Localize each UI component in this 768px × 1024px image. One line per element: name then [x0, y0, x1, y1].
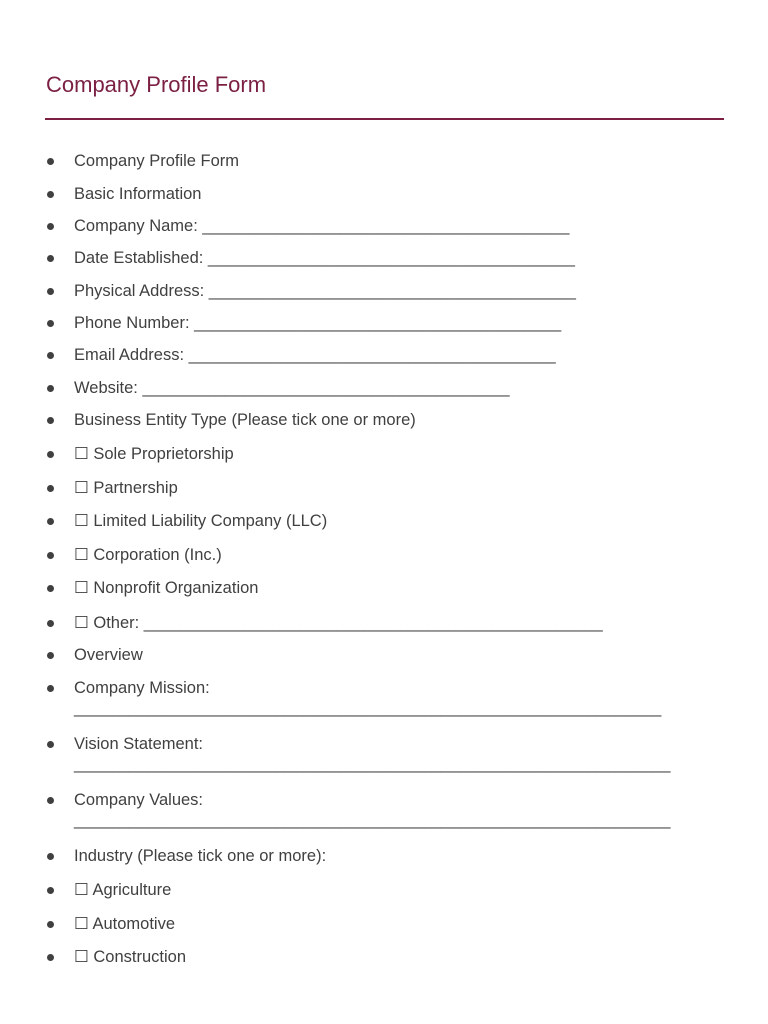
partnership-checkbox[interactable]: ☐ Partnership	[74, 479, 178, 497]
construction-checkbox[interactable]: ☐ Construction	[74, 948, 187, 966]
bullet-icon	[47, 451, 54, 458]
phone-number-field[interactable]: Phone Number: ________________________________________	[74, 314, 562, 332]
item-text: Basic Information	[74, 185, 202, 203]
agriculture-checkbox[interactable]: ☐ Agriculture	[74, 881, 172, 899]
bullet-icon	[47, 797, 54, 804]
bullet-icon	[47, 385, 54, 392]
bullet-icon	[47, 741, 54, 748]
bullet-icon	[47, 620, 54, 627]
bullet-icon	[47, 921, 54, 928]
item-text: Company Values:	[74, 791, 204, 809]
bullet-icon	[47, 158, 54, 165]
item-text: Company Profile Form	[74, 152, 240, 170]
bullet-icon	[47, 288, 54, 295]
bullet-icon	[47, 485, 54, 492]
page-title: Company Profile Form	[46, 72, 267, 97]
bullet-icon	[47, 255, 54, 262]
bullet-icon	[47, 887, 54, 894]
email-address-field[interactable]: Email Address: ________________________________________	[74, 346, 556, 364]
website-field[interactable]: Website: ________________________________________	[74, 379, 510, 397]
company-mission-field[interactable]: ________________________________________________________________	[74, 699, 662, 717]
item-text: Company Mission:	[74, 679, 210, 697]
bullet-icon	[47, 320, 54, 327]
item-text: Industry (Please tick one or more):	[74, 847, 327, 865]
bullet-icon	[47, 853, 54, 860]
bullet-icon	[47, 585, 54, 592]
bullet-icon	[47, 518, 54, 525]
bullet-icon	[47, 223, 54, 230]
vision-statement-field[interactable]: _________________________________________________________________	[74, 755, 671, 773]
physical-address-field[interactable]: Physical Address: ________________________________________	[74, 282, 576, 300]
bullet-icon	[47, 954, 54, 961]
bullet-icon	[47, 652, 54, 659]
date-established-field[interactable]: Date Established: ________________________________________	[74, 249, 575, 267]
bullet-icon	[47, 685, 54, 692]
item-text: Overview	[74, 646, 143, 664]
corporation-checkbox[interactable]: ☐ Corporation (Inc.)	[74, 546, 222, 564]
bullet-icon	[47, 191, 54, 198]
bullet-icon	[47, 417, 54, 424]
llc-checkbox[interactable]: ☐ Limited Liability Company (LLC)	[74, 512, 328, 530]
bullet-icon	[47, 552, 54, 559]
company-values-field[interactable]: _________________________________________________________________	[74, 811, 671, 829]
item-text: Vision Statement:	[74, 735, 204, 753]
company-name-field[interactable]: Company Name: ________________________________________	[74, 217, 570, 235]
other-entity-checkbox[interactable]: ☐ Other: __________________________________________________	[74, 614, 603, 632]
automotive-checkbox[interactable]: ☐ Automotive	[74, 915, 176, 933]
bullet-icon	[47, 352, 54, 359]
item-text: Business Entity Type (Please tick one or more)	[74, 411, 416, 429]
nonprofit-checkbox[interactable]: ☐ Nonprofit Organization	[74, 579, 259, 597]
sole-proprietorship-checkbox[interactable]: ☐ Sole Proprietorship	[74, 445, 234, 463]
